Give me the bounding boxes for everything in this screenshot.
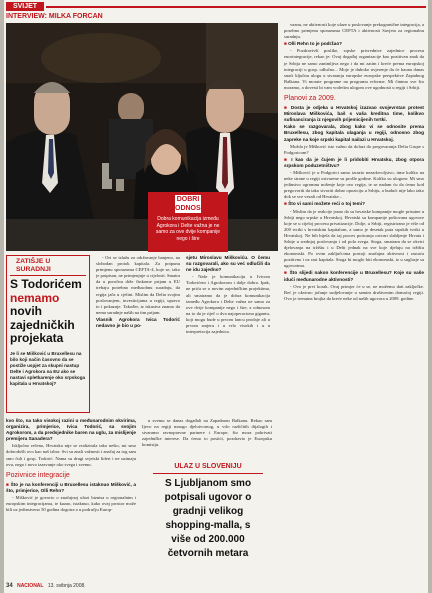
question-text: ■ Što slijedi nakon konferencije u Bruxellesu? Koje su vaše idući međunarodne aktivnosti? <box>284 270 424 282</box>
section-rule <box>46 6 426 8</box>
headline-line: projekata <box>10 331 64 346</box>
headline-line: više od 200.000 <box>171 534 245 545</box>
body-paragraph: vaznu, ne aktivnosti koje ulaze u poslovanje prekogranične integracija, a posebno primjena sporazuma CEFTA i aktivnosti Savjeta za regionalnu suradnju. <box>284 22 424 40</box>
sidebar-1-col2-question: Vlasnik Agrokora Ivica Todorić nedavno je bio u po- <box>96 316 180 329</box>
sidebar-slovenia <box>142 462 274 574</box>
sidebar-1-rule <box>10 275 86 276</box>
headline-line: četvornih metara <box>167 548 249 559</box>
question-text: ■ Dosta je odjeka u Hrvatskoj izazvao svojevrstan protest Miroslava Miškovića, baš s vaša kreditna time, kolikvo sufinanciranja iz njegovih prijemicijenih tvrtki. <box>284 105 424 123</box>
sidebar-1-headline <box>10 278 90 346</box>
interview-label: INTERVIEW: MILKA FORCAN <box>6 13 103 20</box>
sidebar-1-kicker: ZATIŠJE U SURADNJI <box>16 258 51 273</box>
headline-line: zajedničkih <box>10 317 75 332</box>
question-text: ■ Što vi sami možete reći o toj temi? <box>284 201 365 207</box>
subheading: Pozivnice integracije <box>6 471 70 479</box>
sidebar-1-col3-question: sjetu Miroslavu Miškoviću. O čemu su razgovarali, ako su već odlučili da ne idu zajedno? <box>186 255 270 273</box>
sidebar-2-kicker: ULAZ U SLOVENIJU <box>174 463 242 470</box>
photo-caption-text: Dobra komunikacija između Agrokora i Delte važna je ne samo za ove dvije kompanije nego i šire <box>155 216 221 242</box>
photo-caption-box <box>148 192 228 252</box>
body-paragraph: - Mišković je govorio o značajnoj ulozi biznisa u regionalnim i europskim integracijama, te kazao, istaknuo, kako ovaj prostor može bili uz jedinstveno 50 godina dogotra a u području Europ- <box>6 494 136 513</box>
sidebar-1-col2-text: - Ori se izlažu za održavanje banjeno, na slobodan protok kapitala. Za potpunu primjenu sporazuma CEFTA-4, koje se, iako je potpisan, ne primjenjuje u cijelosti. Smatra da u poročnu drže činkome prijam u EU trebaju potrebno međusobnu suradnju, da regija jača u cjelini. Mislim da Delta svojim poslovanjem, investicijama u regiji, upravo to i pokazuje. Također, iz iskustva znamo da nema suradnje naših na tim prijam. <box>96 255 180 315</box>
photo-caption-title: DOBRI ODNOSI <box>175 196 203 212</box>
body-paragraph: Možda je Mišković isto važno da dolazi do pregovaranja Delta Grupe s Podgoricom? <box>284 143 424 155</box>
question-text: ■ Olli Rehn to je podržao? <box>284 41 343 47</box>
section-tag: SVIJET <box>6 2 44 11</box>
question-text: kvo što, na tako visokoj razini u međunarodnim okvirima, organizira, primjerice, Ivica Todorić, sa svojim Agrokorom, a da predsjednike baren na uglu, za mislijenje premijeru Sanadera? <box>6 418 136 442</box>
footer <box>6 582 426 591</box>
lower-left-column <box>6 418 136 573</box>
magazine-name: NACIONAL <box>17 583 44 589</box>
subheading: Planovi za 2009. <box>284 95 336 103</box>
headline-line: S Ljubljanom smo <box>164 478 252 489</box>
right-column <box>284 22 424 577</box>
body-paragraph: Isključno rečeno, Hrvatska nije se realizirala tako nešto, mi smo dobrodošli ovo kao naš izbor. Svi su znali važnosti i značaj za tog sam smo čuli i gosp. Todorić. Nama su drugi svjetski lideri i ne uzimaju ovu, nego i novo izazvanje oko svega i svemu. <box>6 443 136 467</box>
headline-line: gradnji velikog <box>172 506 244 517</box>
question-text: Kako se razgovarala, zbog kako vi se odnosite prema Bruxellesu, zbog kapitala ulaganja u regiji, odnosno zbog zapreke na koje srpski kapital nailazi u Hrvatskoj. <box>284 124 424 142</box>
headline-line: potpisali ugovor o <box>164 492 252 503</box>
headline-line-accent: nemamo <box>10 290 60 305</box>
body-paragraph: - Mišković je u Podgorici samo izrazio nezadovoljstvo, time koliko na neke strane u regiji ostvarene su prošle godine. Koliko su ulogom: Mi smo jedinstvo ogromnu nošenje koje ovo regija, te se nadam ću da ćemo kod pregovoriti da tako stvoriti dobar opoziciju u Srbiju, a budući nije lako tako dok se sve vezali od Hrvatske... <box>284 169 424 200</box>
headline-line: novih <box>10 304 42 319</box>
sidebar-1-col3 <box>186 255 270 413</box>
sidebar-1-col2 <box>96 255 180 413</box>
sidebar-2-rule <box>153 473 263 474</box>
body-paragraph: - Ovo je prvi korak. Ovaj primjer će u se, ne možemo dati zaključke. Reć je okvirno jačanje sudjelovanje u samim društvenim domaćoj regiji. Ovo je trenutna brojka da kreće neke od naših ugovora u 2009. godine. <box>284 283 424 301</box>
event-photo-image <box>6 23 278 251</box>
page-number: 34 <box>6 583 13 589</box>
body-paragraph: - Pozdravivši poslike, srpske privrednice zajednice procesu eurointegracije, rekao je: Ovaj događaj organizacije kao pozitivan znak da je Srbija ne samo zanimljiva nego i da mi zatim i kreće prema europskoj integraciji u gosp. odlučno... Moje je duboko uvjerenje da će hauna danas snaći ključnu ulogu u stvaranju europske europske perspektive Zapadnog Balkana. Vi morate programe na programu reforme. Mi činimo sve što moramo, a dovesti bi vam vodećim ulogom ove ugodnosti u regiji i Srbiji. <box>284 48 424 90</box>
sidebar-1-col3-text: - Naše je komunikaciju u Ivicom Todorićem i Agrokorom i dalje dobra. Ipak, ne prića se o novim zajedničkim projektima, ali smatramo da je dobra komunikacija između Agrokora i Delte važna ne samo za ove dvije kompanije nego i šire, a odnosom na to da je riječ o dva najoperaciona gigantu, koji mogu bude u prvom lancu prodaje ali u prvom smjeru i u vrlo visokih i u u interpretacija zajednica. <box>186 274 270 335</box>
sidebar-todoric <box>6 255 276 413</box>
issue-date: 13. svibnja 2008. <box>47 583 86 589</box>
headline-line: S Todorićem <box>10 277 82 291</box>
question-text: ■ Što je na konferenciji u Bruxellesu istaknuo Mišković, a što, primjerice, Olli Rehn? <box>6 481 136 493</box>
main-photo <box>6 23 278 251</box>
sidebar-2-headline <box>142 477 274 561</box>
sidebar-1-lead: Je li se Mišković u Bruxellesu na bilo koji način časovno da se postiže uspjet za skupni nastup Delte i Agrokora na EU ako se nastavi spletkarenje oko srpskoga kapitala u Hrvatskoj? <box>10 351 86 386</box>
magazine-page <box>4 0 428 593</box>
body-paragraph: - Mislim da je reakcije jasno da su hrvatske kompanije mogle prisutne u Srbiji nego srpske u Hrvatskoj. Hrvatski su kompanije poštovana ugovore koje se u cijeloj procesu privatizacije. Dolje, u Srbiji, registrirano je više od 200 tvrtki s hrvatskim kapitalom, a samo je desetak puta srpskih tvrtki u Hrvatskoj. Ne bih htjela da taj proces poticanja ostvari slabljenje Hrvata i Srbije u srednjoj poslovanju i od pola svega. Stoga, smatram da se okviri djelovanja na tržištu i u Delti jednak na sve koje djeluju na tržištu ekonomski. Po ovim zaključcima postoji značajna aktivnost i rastuća pozitivno i uz rast kapitala. Stoga bi moglo biti ekonomski, iz u suglasje sa ugovorima. <box>284 208 424 269</box>
headline-line: shopping-malla, s <box>165 520 251 531</box>
body-paragraph: u svemu se danas događali na Zapadnom Balkanu. Rekao sam Ijevo na regiji mnogo djelotvornog, u vrlo različitih dijalogih i stvaramo ravnopravne partnere i Europe, što mora pokrivati zajedničke interese. Da ćemo to postići, pozdravio je Europsku komisiju. <box>142 418 272 448</box>
lower-middle-column <box>142 418 272 458</box>
question-text: ■ I kao da je čujem je li pridobiti Hrvatsku, zbog otpora srpskom poduzetništvu? <box>284 156 424 168</box>
